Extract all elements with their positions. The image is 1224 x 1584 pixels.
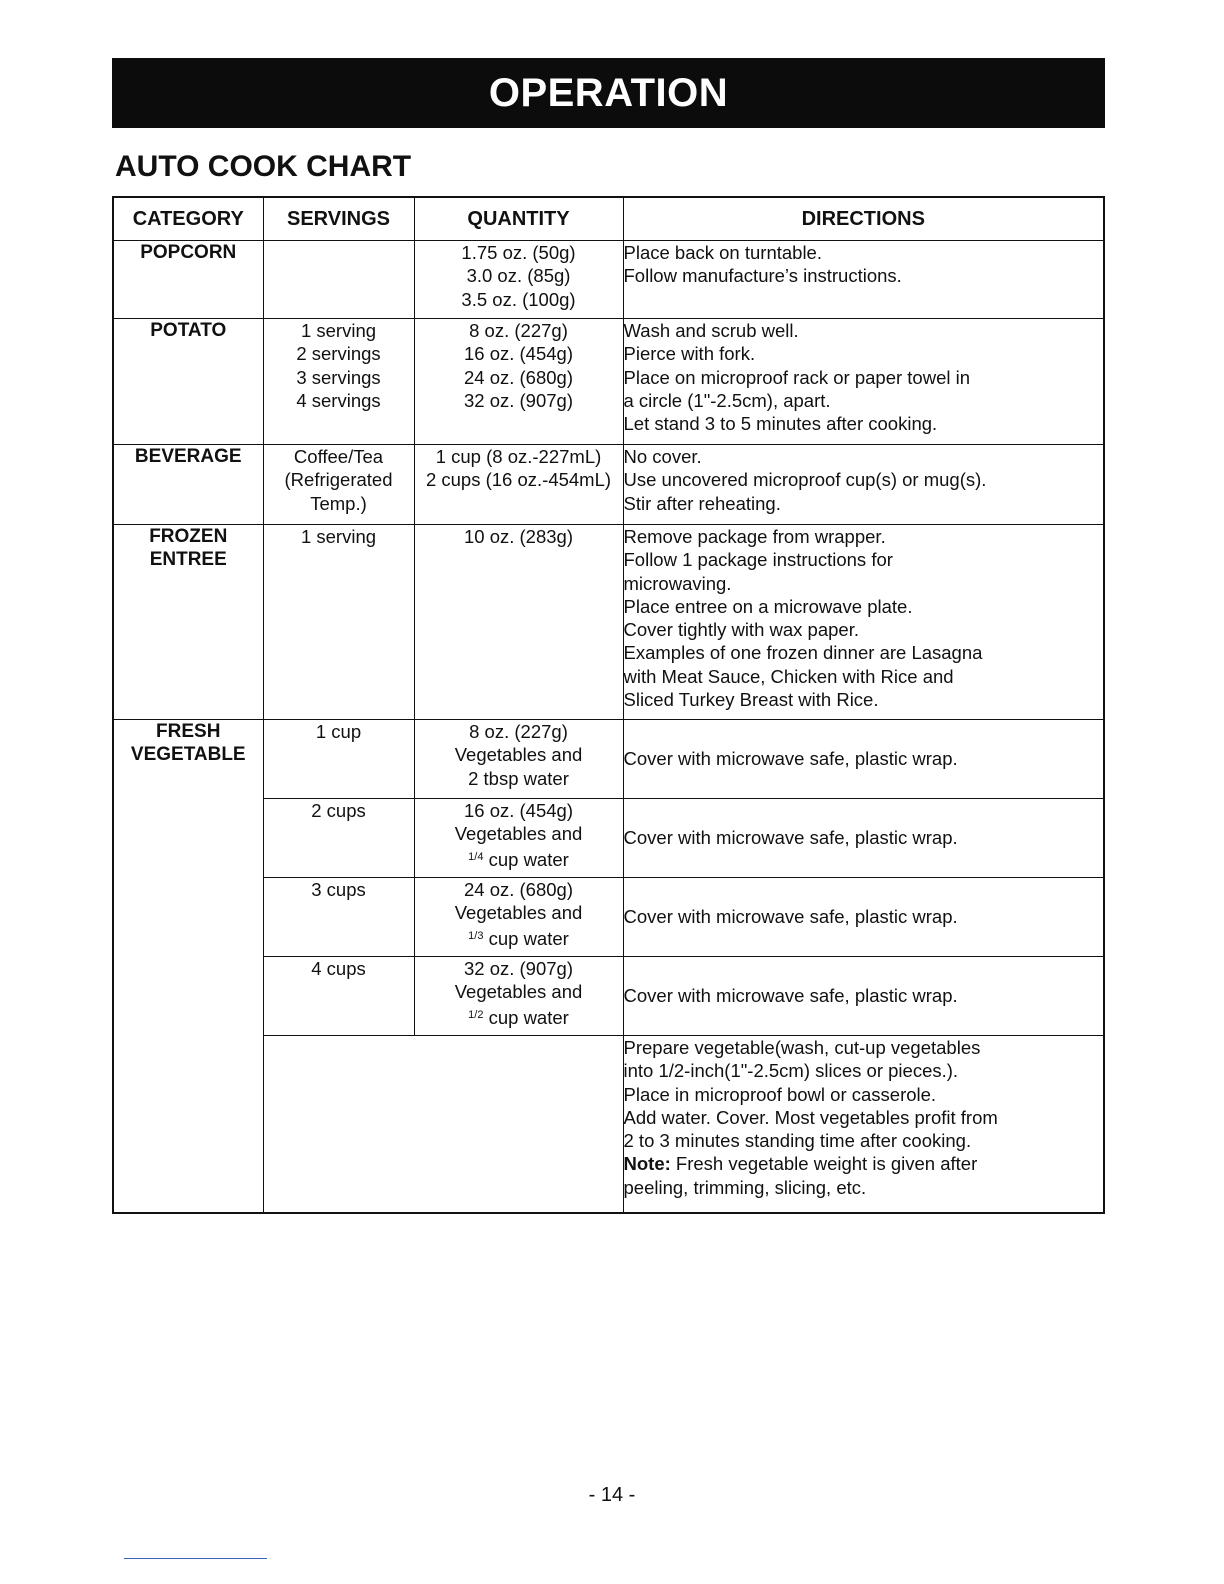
header-quantity: QUANTITY: [414, 197, 623, 241]
page-number: - 14 -: [588, 1484, 636, 1506]
fraction-one-third: 1/3: [468, 929, 484, 942]
directions-fresh-vegetable-general: Prepare vegetable(wash, cut-up vegetables into 1/2-inch(1"-2.5cm) slices or pieces.). Place in microproof bowl or casserole. Add water. Cover. Most vegetables profit from 2 to 3 minutes standing time after cooking. Note: Fresh vegetable weight is given after peeling, trimming, slicing, etc.: [623, 1036, 1104, 1213]
directions-beverage: No cover. Use uncovered microproof cup(s) or mug(s). Stir after reheating.: [623, 445, 1104, 525]
directions-fresh-vegetable-3: Cover with microwave safe, plastic wrap.: [623, 878, 1104, 957]
note-label: Note:: [623, 1153, 671, 1175]
category-beverage: BEVERAGE: [113, 445, 263, 525]
category-popcorn: POPCORN: [113, 241, 263, 319]
servings-fresh-vegetable-3: 3 cups: [263, 878, 414, 957]
note-line: Note: Fresh vegetable weight is given after: [623, 1153, 978, 1175]
quantity-fresh-vegetable-3: 24 oz. (680g) Vegetables and $^{1/3}$ cup water: [414, 878, 623, 957]
directions-frozen-entree: Remove package from wrapper. Follow 1 package instructions for microwaving. Place entree on a microwave plate. Cover tightly with wax paper. Examples of one frozen dinner are Lasagna with Meat Sauce, Chicken with Rice and Sliced Turkey Breast with Rice.: [623, 525, 1104, 720]
fraction-one-quarter: 1/4: [468, 850, 484, 863]
servings-fresh-vegetable-1: 1 cup: [263, 720, 414, 799]
fraction-one-half: 1/2: [468, 1008, 484, 1021]
quantity-potato: 8 oz. (227g) 16 oz. (454g) 24 oz. (680g) 32 oz. (907g): [414, 319, 623, 445]
servings-frozen-entree: 1 serving: [263, 525, 414, 720]
servings-beverage: Coffee/Tea (Refrigerated Temp.): [263, 445, 414, 525]
section-banner: [112, 58, 1105, 128]
directions-fresh-vegetable-1: Cover with microwave safe, plastic wrap.: [623, 720, 1104, 799]
servings-fresh-vegetable-4: 4 cups: [263, 957, 414, 1036]
chart-title: AUTO COOK CHART: [115, 150, 412, 183]
header-servings: SERVINGS: [263, 197, 414, 241]
quantity-beverage: 1 cup (8 oz.-227mL) 2 cups (16 oz.-454mL): [414, 445, 623, 525]
table-row-beverage: [113, 445, 1104, 525]
category-potato: POTATO: [113, 319, 263, 445]
fresh-vegetable-empty-cell: [263, 1036, 623, 1213]
header-directions: DIRECTIONS: [623, 197, 1104, 241]
servings-fresh-vegetable-2: 2 cups: [263, 799, 414, 878]
table-row-potato: [113, 319, 1104, 445]
quantity-fresh-vegetable-2: 16 oz. (454g) Vegetables and $^{1/4}$ cup water: [414, 799, 623, 878]
category-fresh-vegetable: FRESH VEGETABLE: [113, 720, 263, 1213]
directions-fresh-vegetable-4: Cover with microwave safe, plastic wrap.: [623, 957, 1104, 1036]
table-row-frozen-entree: [113, 525, 1104, 720]
servings-potato: 1 serving 2 servings 3 servings 4 servings: [263, 319, 414, 445]
quantity-fresh-vegetable-4: 32 oz. (907g) Vegetables and $^{1/2}$ cup water: [414, 957, 623, 1036]
directions-popcorn: Place back on turntable. Follow manufacture’s instructions.: [623, 241, 1104, 319]
banner-title: OPERATION: [488, 70, 729, 115]
directions-fresh-vegetable-2: Cover with microwave safe, plastic wrap.: [623, 799, 1104, 878]
quantity-popcorn: 1.75 oz. (50g) 3.0 oz. (85g) 3.5 oz. (100g): [414, 241, 623, 319]
header-category: CATEGORY: [113, 197, 263, 241]
quantity-frozen-entree: 10 oz. (283g): [414, 525, 623, 720]
quantity-fresh-vegetable-1: 8 oz. (227g) Vegetables and 2 tbsp water: [414, 720, 623, 799]
directions-potato: Wash and scrub well. Pierce with fork. Place on microproof rack or paper towel in a circle (1"-2.5cm), apart. Let stand 3 to 5 minutes after cooking.: [623, 319, 1104, 445]
servings-popcorn: [263, 241, 414, 319]
table-row-fresh-vegetable-1-cup: [113, 720, 1104, 799]
auto-cook-chart-table: [112, 196, 1105, 1214]
bottom-rule: [124, 1558, 267, 1559]
table-header-row: [113, 197, 1104, 241]
table-row-popcorn: [113, 241, 1104, 319]
category-frozen-entree: FROZEN ENTREE: [113, 525, 263, 720]
